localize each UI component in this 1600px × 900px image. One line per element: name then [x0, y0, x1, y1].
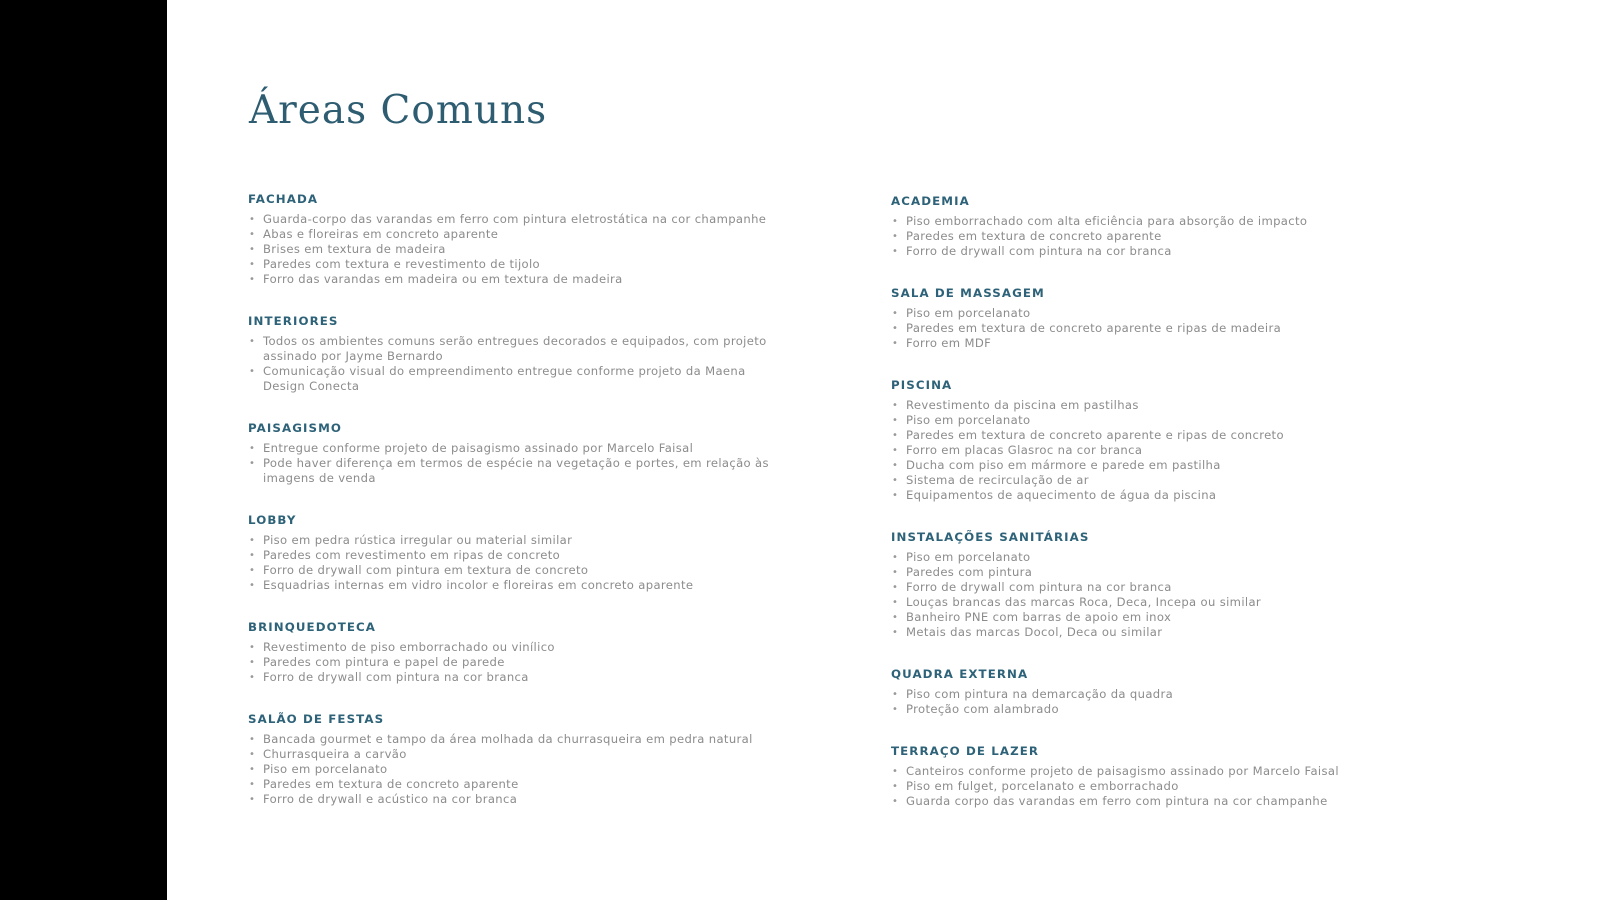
section-title: QUADRA EXTERNA	[891, 667, 1029, 681]
list-item: • Esquadrias internas em vidro incolor e floreiras em concreto aparente	[248, 578, 788, 593]
list-item: • Pode haver diferença em termos de espécie na vegetação e portes, em relação às imagens de venda	[248, 456, 788, 486]
list-item: • Piso com pintura na demarcação da quadra	[891, 687, 1451, 702]
left-column	[248, 192, 788, 834]
list-item: • Piso em porcelanato	[891, 550, 1451, 565]
list-item: • Paredes com revestimento em ripas de concreto	[248, 548, 788, 563]
list-item: • Bancada gourmet e tampo da área molhada da churrasqueira em pedra natural	[248, 732, 788, 747]
list-item: • Piso em fulget, porcelanato e emborrachado	[891, 779, 1451, 794]
item-list	[248, 212, 788, 287]
list-item: • Forro de drywall com pintura na cor branca	[248, 670, 788, 685]
item-list	[248, 640, 788, 685]
list-item: • Forro de drywall com pintura em textura de concreto	[248, 563, 788, 578]
list-item: • Forro de drywall com pintura na cor branca	[891, 580, 1451, 595]
section-title: INTERIORES	[248, 314, 339, 328]
list-item: • Churrasqueira a carvão	[248, 747, 788, 762]
list-item: • Proteção com alambrado	[891, 702, 1451, 717]
section-brinquedoteca	[248, 620, 788, 685]
section-title: FACHADA	[248, 192, 319, 206]
list-item: • Paredes com pintura	[891, 565, 1451, 580]
list-item: • Banheiro PNE com barras de apoio em inox	[891, 610, 1451, 625]
list-item: • Paredes em textura de concreto aparente	[248, 777, 788, 792]
section-title: TERRAÇO DE LAZER	[891, 744, 1040, 758]
list-item: • Paredes com pintura e papel de parede	[248, 655, 788, 670]
section-title: SALA DE MASSAGEM	[891, 286, 1045, 300]
item-list	[248, 732, 788, 807]
section-paisagismo	[248, 421, 788, 486]
item-list	[891, 550, 1451, 640]
section-lobby	[248, 513, 788, 593]
list-item: • Paredes em textura de concreto aparente e ripas de concreto	[891, 428, 1451, 443]
list-item: • Guarda-corpo das varandas em ferro com pintura eletrostática na cor champanhe	[248, 212, 788, 227]
section-sala-de-massagem	[891, 286, 1451, 351]
section-title: ACADEMIA	[891, 194, 970, 208]
list-item: • Piso em porcelanato	[891, 306, 1451, 321]
section-title: PISCINA	[891, 378, 953, 392]
list-item: • Abas e floreiras em concreto aparente	[248, 227, 788, 242]
list-item: • Piso emborrachado com alta eficiência para absorção de impacto	[891, 214, 1451, 229]
list-item: • Todos os ambientes comuns serão entregues decorados e equipados, com projeto assinado por Jayme Bernardo	[248, 334, 788, 364]
list-item: • Ducha com piso em mármore e parede em pastilha	[891, 458, 1451, 473]
list-item: • Entregue conforme projeto de paisagismo assinado por Marcelo Faisal	[248, 441, 788, 456]
section-instalacoes-sanitarias	[891, 530, 1451, 640]
section-interiores	[248, 314, 788, 394]
sidebar	[0, 0, 167, 900]
list-item: • Metais das marcas Docol, Deca ou similar	[891, 625, 1451, 640]
section-salao-de-festas	[248, 712, 788, 807]
page-title: Áreas Comuns	[249, 88, 548, 133]
list-item: • Paredes em textura de concreto aparente	[891, 229, 1451, 244]
section-title: INSTALAÇÕES SANITÁRIAS	[891, 530, 1090, 544]
list-item: • Comunicação visual do empreendimento entregue conforme projeto da Maena Design Conecta	[248, 364, 788, 394]
list-item: • Brises em textura de madeira	[248, 242, 788, 257]
list-item: • Piso em pedra rústica irregular ou material similar	[248, 533, 788, 548]
list-item: • Forro de drywall e acústico na cor branca	[248, 792, 788, 807]
section-title: LOBBY	[248, 513, 297, 527]
list-item: • Piso em porcelanato	[891, 413, 1451, 428]
item-list	[891, 687, 1451, 717]
list-item: • Forro em placas Glasroc na cor branca	[891, 443, 1451, 458]
list-item: • Paredes em textura de concreto aparente e ripas de madeira	[891, 321, 1451, 336]
list-item: • Canteiros conforme projeto de paisagismo assinado por Marcelo Faisal	[891, 764, 1451, 779]
section-fachada	[248, 192, 788, 287]
list-item: • Forro em MDF	[891, 336, 1451, 351]
section-quadra-externa	[891, 667, 1451, 717]
item-list	[248, 441, 788, 486]
item-list	[891, 398, 1451, 503]
section-academia	[891, 194, 1451, 259]
list-item: • Sistema de recirculação de ar	[891, 473, 1451, 488]
section-title: BRINQUEDOTECA	[248, 620, 377, 634]
list-item: • Revestimento de piso emborrachado ou vinílico	[248, 640, 788, 655]
section-title: SALÃO DE FESTAS	[248, 712, 385, 726]
item-list	[248, 334, 788, 394]
list-item: • Forro de drywall com pintura na cor branca	[891, 244, 1451, 259]
list-item: • Piso em porcelanato	[248, 762, 788, 777]
section-title: PAISAGISMO	[248, 421, 343, 435]
section-terraco-de-lazer	[891, 744, 1451, 809]
list-item: • Revestimento da piscina em pastilhas	[891, 398, 1451, 413]
list-item: • Forro das varandas em madeira ou em textura de madeira	[248, 272, 788, 287]
item-list	[248, 533, 788, 593]
item-list	[891, 764, 1451, 809]
list-item: • Guarda corpo das varandas em ferro com pintura na cor champanhe	[891, 794, 1451, 809]
item-list	[891, 306, 1451, 351]
item-list	[891, 214, 1451, 259]
list-item: • Paredes com textura e revestimento de tijolo	[248, 257, 788, 272]
right-column	[891, 194, 1451, 836]
list-item: • Louças brancas das marcas Roca, Deca, Incepa ou similar	[891, 595, 1451, 610]
section-piscina	[891, 378, 1451, 503]
list-item: • Equipamentos de aquecimento de água da piscina	[891, 488, 1451, 503]
